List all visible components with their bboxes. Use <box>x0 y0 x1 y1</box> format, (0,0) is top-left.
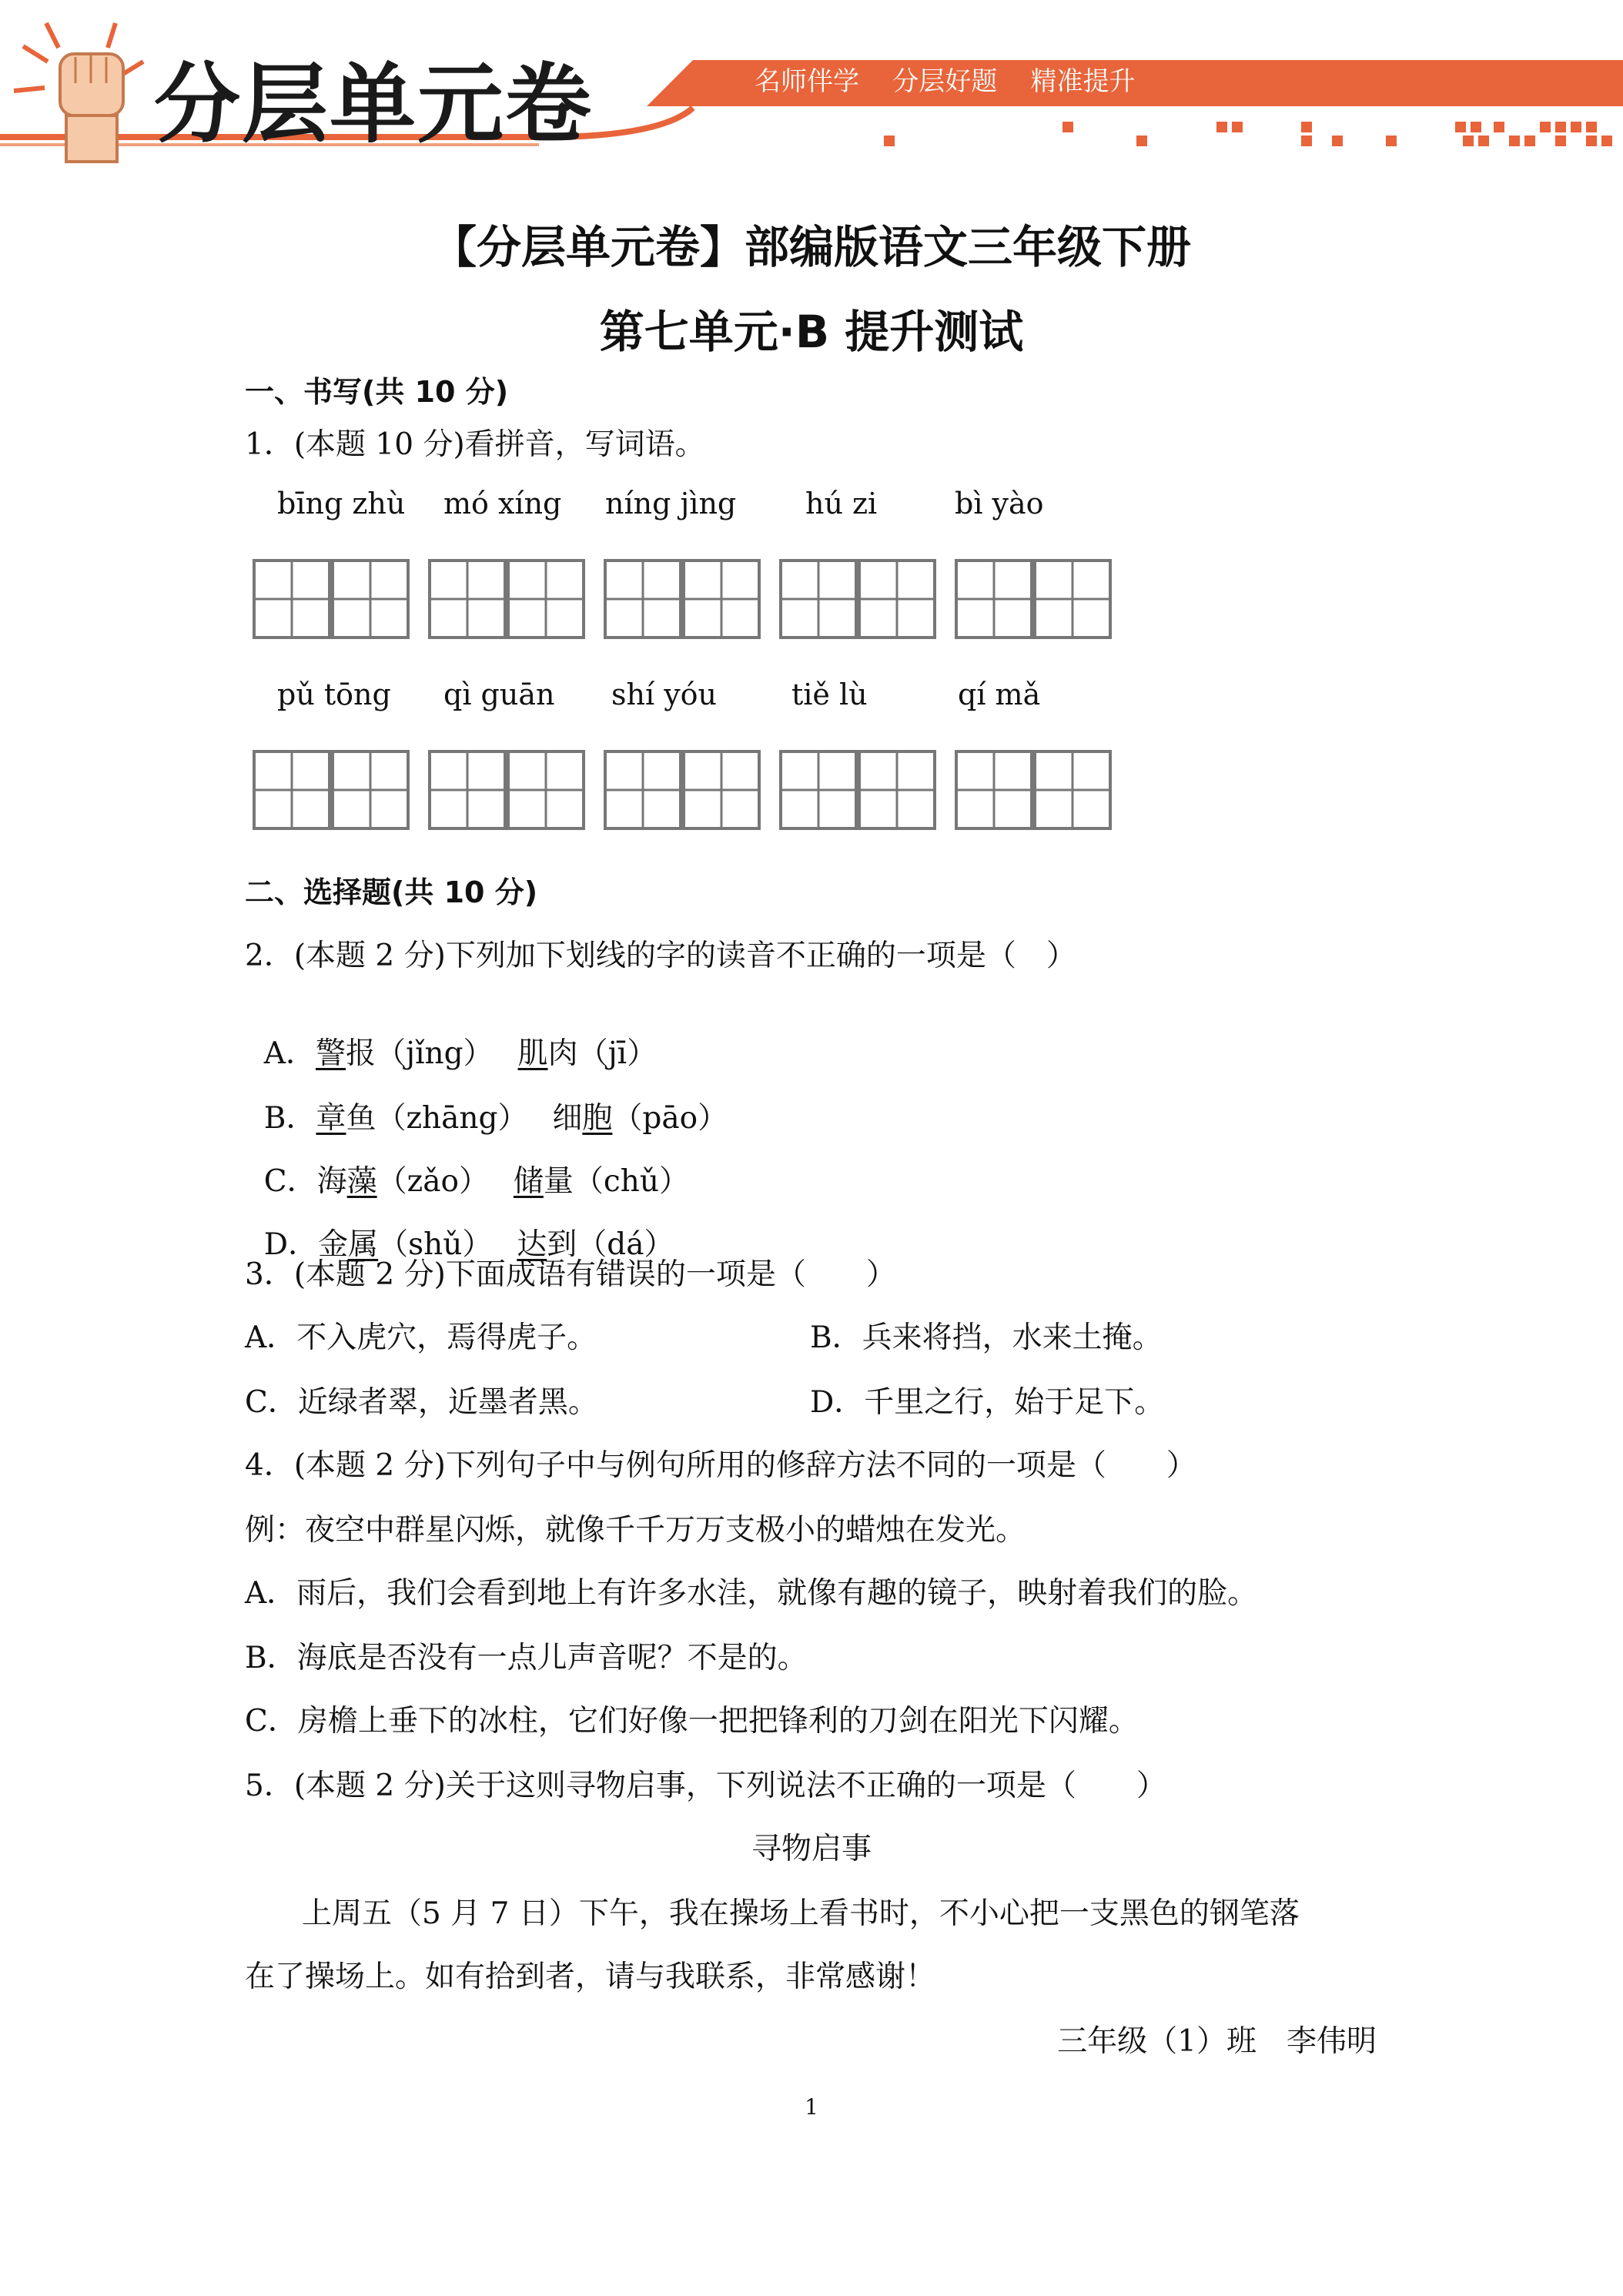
question-3-option-b: B．兵来将挡，水来土掩。 <box>810 1320 1163 1355</box>
brand-slogan: 名师伴学 分层好题 精准提升 <box>755 66 1136 97</box>
question-2-stem: 2．(本题 2 分)下列加下划线的字的读音不正确的一项是（ ） <box>245 939 1076 973</box>
pinyin-label: hú zi <box>805 487 878 520</box>
writing-grid <box>428 750 584 830</box>
writing-grid <box>604 559 759 639</box>
document-subtitle: 第七单元·B 提升测试 <box>599 306 1024 358</box>
pinyin-label: qí mǎ <box>958 678 1041 711</box>
question-2-option-d: D．金属（shǔ） 达到（dá） <box>263 1227 674 1262</box>
section-1-heading: 一、书写(共 10 分) <box>245 375 509 409</box>
writing-grid <box>253 750 408 830</box>
pinyin-label: tiě lù <box>791 678 868 711</box>
pinyin-label: níng jìng <box>605 487 737 520</box>
writing-grid <box>955 559 1110 639</box>
question-1-stem: 1．(本题 10 分)看拼音，写词语。 <box>245 427 705 462</box>
question-4-option-c: C．房檐上垂下的冰柱，它们好像一把把锋利的刀剑在阳光下闪耀。 <box>245 1704 1139 1739</box>
pinyin-label: bīng zhù <box>277 487 406 520</box>
writing-grid <box>779 559 935 639</box>
header-banner <box>0 0 1623 169</box>
pinyin-label: mó xíng <box>443 487 562 520</box>
notice-body-line-2: 在了操场上。如有拾到者，请与我联系，非常感谢！ <box>245 1960 936 1994</box>
question-3-stem: 3．(本题 2 分)下面成语有错误的一项是（ ） <box>245 1257 896 1292</box>
writing-grid <box>428 559 584 639</box>
page-number: 1 <box>805 2094 818 2120</box>
question-3-option-c: C．近绿者翠，近墨者黑。 <box>245 1385 598 1420</box>
question-2-option-b: B．章鱼（zhāng） 细胞（pāo） <box>263 1101 728 1136</box>
question-5-stem: 5．(本题 2 分)关于这则寻物启事，下列说法不正确的一项是（ ） <box>245 1769 1166 1803</box>
question-4-option-a: A．雨后，我们会看到地上有许多水洼，就像有趣的镜子，映射着我们的脸。 <box>245 1576 1258 1611</box>
question-2-option-c: C．海藻（zǎo） 储量（chǔ） <box>263 1164 689 1199</box>
document-title: 【分层单元卷】部编版语文三年级下册 <box>431 221 1191 273</box>
fist-icon <box>14 23 143 162</box>
notice-title: 寻物启事 <box>751 1832 872 1866</box>
pinyin-label: qì guān <box>443 678 555 711</box>
pixel-pattern <box>884 122 1612 146</box>
question-3-option-d: D．千里之行，始于足下。 <box>810 1385 1165 1420</box>
notice-signature: 三年级（1）班 李伟明 <box>1057 2024 1377 2059</box>
question-3-option-a: A．不入虎穴，焉得虎子。 <box>245 1320 597 1355</box>
writing-grid <box>955 750 1110 830</box>
pinyin-label: bì yào <box>955 487 1044 520</box>
brand-title: 分层单元卷 <box>154 55 593 155</box>
question-2-option-a: A．警报（jǐng） 肌肉（jī） <box>263 1036 658 1071</box>
question-4-stem: 4．(本题 2 分)下列句子中与例句所用的修辞方法不同的一项是（ ） <box>245 1448 1196 1483</box>
section-2-heading: 二、选择题(共 10 分) <box>245 875 538 909</box>
question-4-example: 例：夜空中群星闪烁，就像千千万万支极小的蜡烛在发光。 <box>245 1513 1026 1548</box>
writing-grid <box>253 559 408 639</box>
notice-body-line-1: 上周五（5 月 7 日）下午，我在操场上看书时，不小心把一支黑色的钢笔落 <box>302 1896 1300 1931</box>
pinyin-label: shí yóu <box>611 678 718 711</box>
pinyin-label: pǔ tōng <box>277 678 391 711</box>
question-4-option-b: B．海底是否没有一点儿声音呢？不是的。 <box>245 1641 808 1675</box>
writing-grid <box>604 750 759 830</box>
writing-grid <box>779 750 935 830</box>
